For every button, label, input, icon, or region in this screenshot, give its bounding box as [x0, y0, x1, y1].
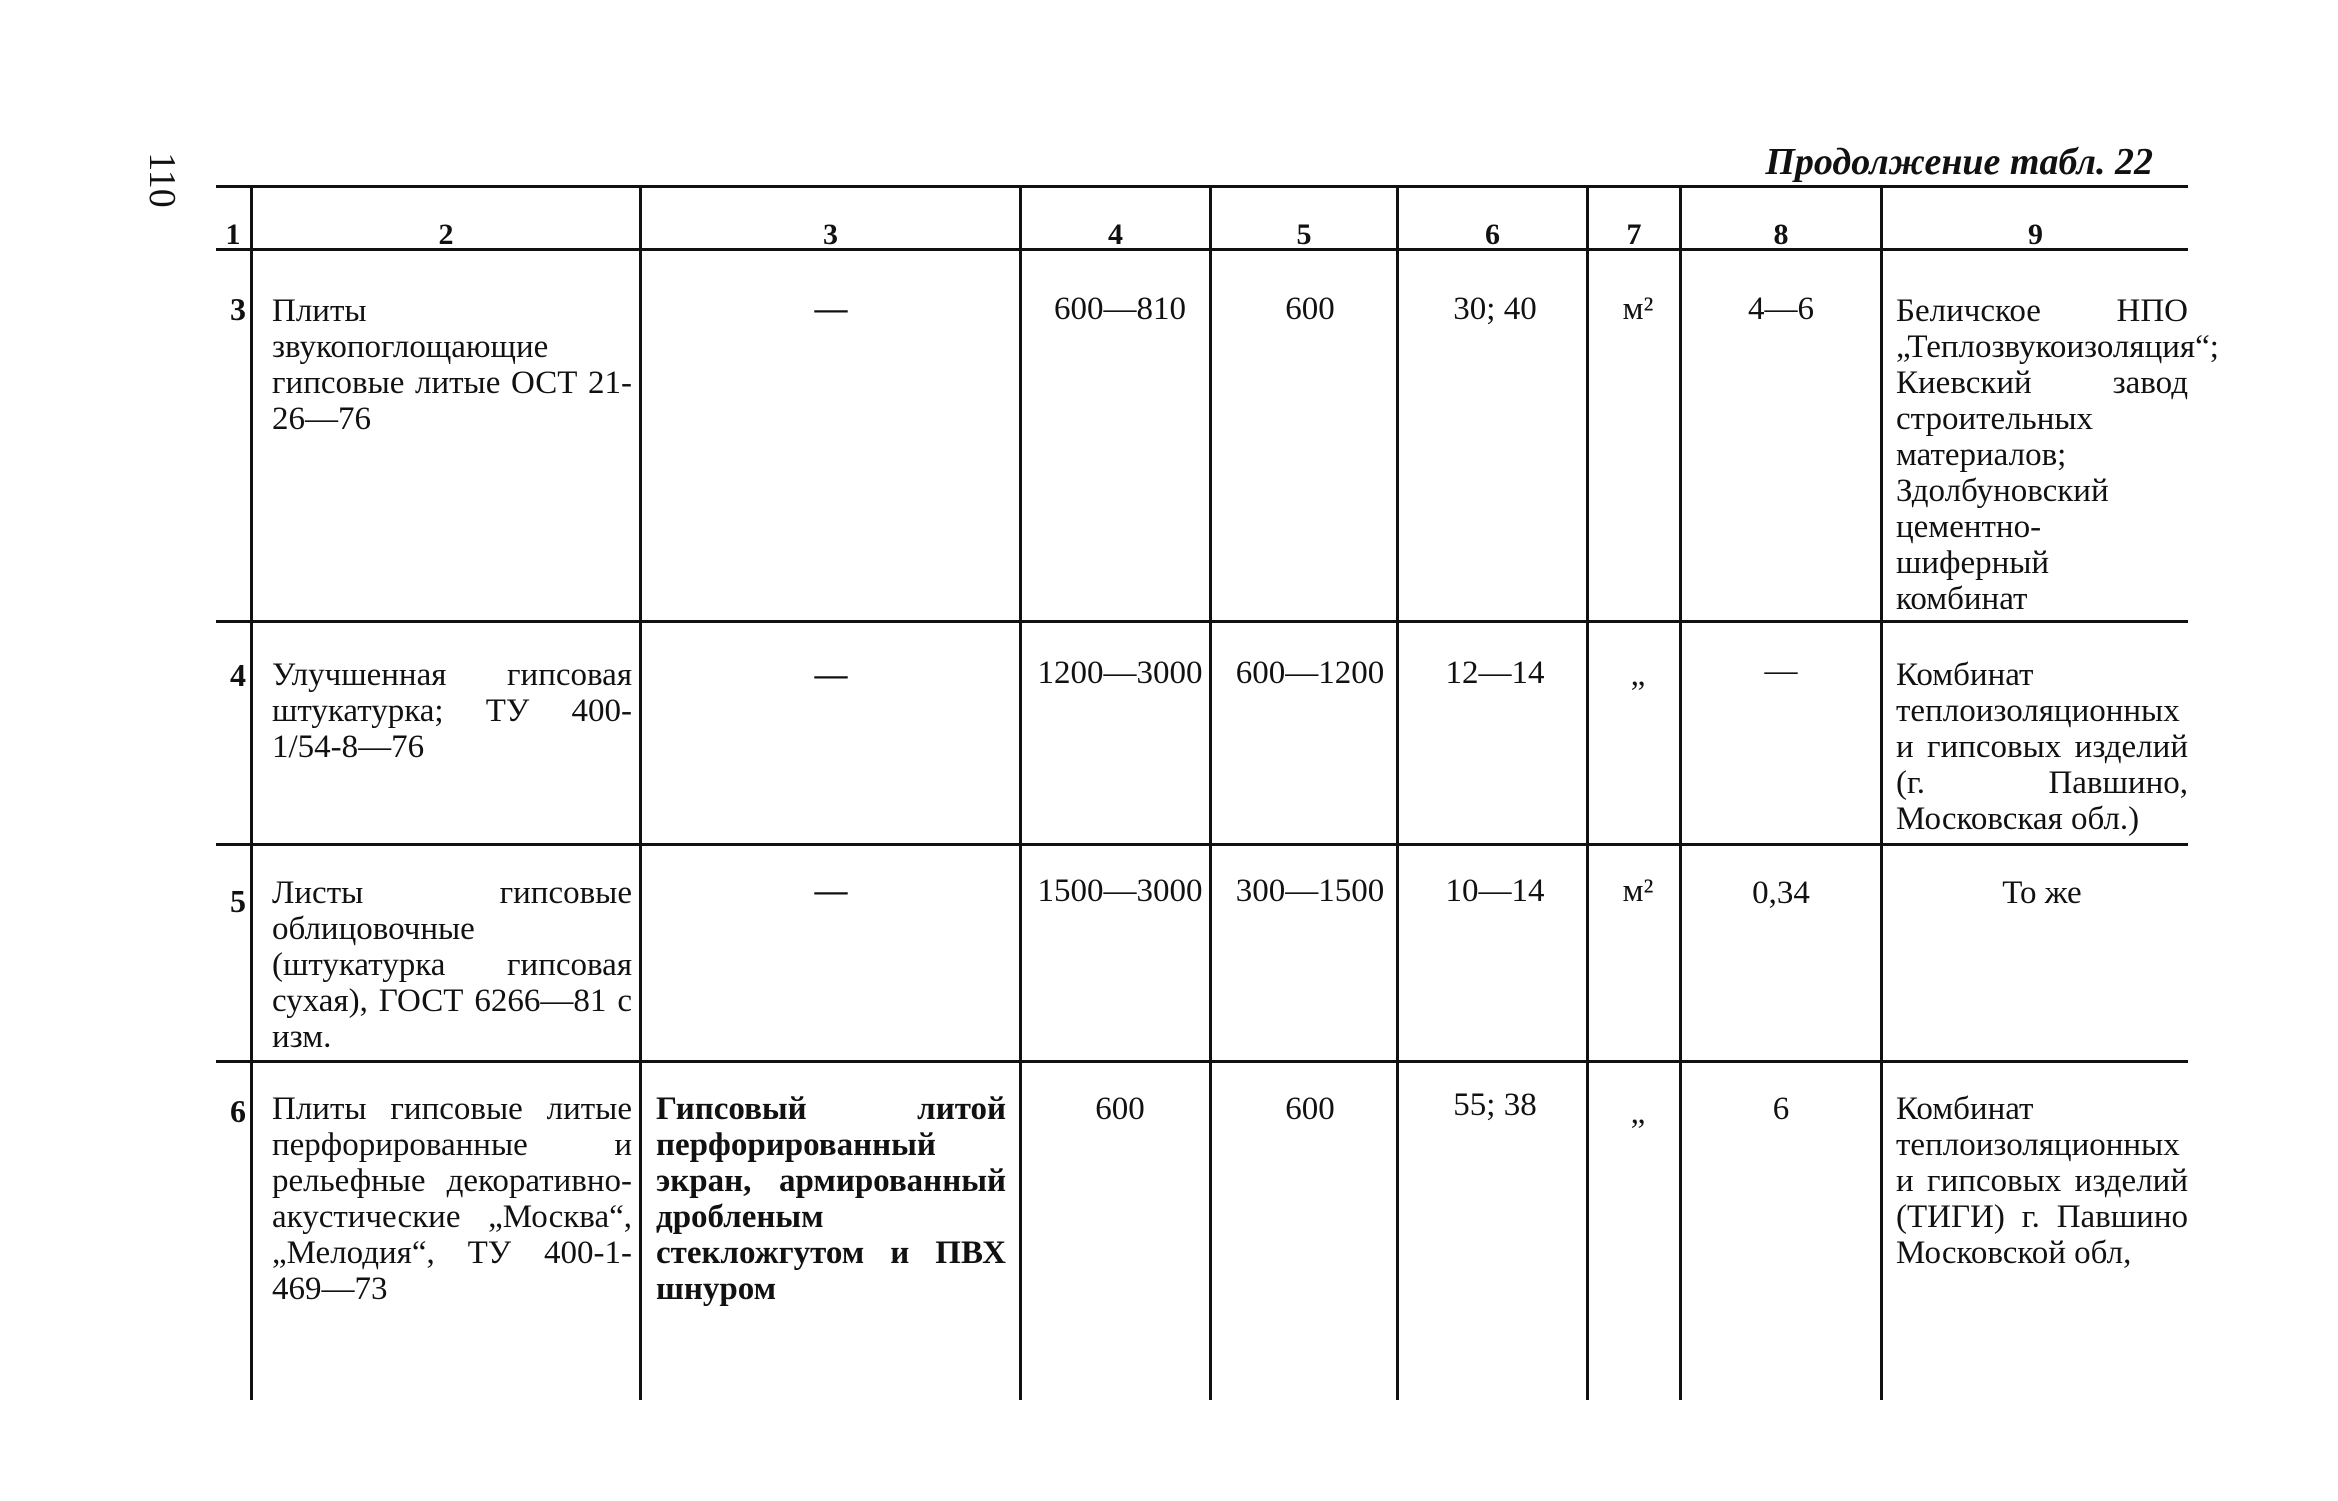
- table-cell: —: [814, 291, 848, 327]
- column-rule: [1019, 185, 1022, 1400]
- table-cell: Комбинат теплоизоляционных и гипсовых изделий (г. Павшино, Московская обл.): [1896, 657, 2188, 837]
- row-number: 5: [230, 883, 246, 919]
- table-cell: Листы гипсовые облицовочные (штукатурка гипсовая сухая), ГОСТ 6266—81 с изм.: [272, 875, 632, 1055]
- table-cell: 55; 38: [1453, 1087, 1537, 1123]
- page-number: 110: [141, 152, 183, 208]
- table-cell: м²: [1622, 291, 1654, 327]
- column-rule: [1396, 185, 1399, 1400]
- data-table: [216, 185, 2219, 1400]
- row-number: 6: [230, 1093, 246, 1129]
- table-cell: 600: [1095, 1091, 1145, 1127]
- table-cell: 30; 40: [1453, 291, 1537, 327]
- table-cell: Гипсовый литой перфорированный экран, армированный дробленым стекложгутом и ПВХ шнуром: [656, 1091, 1006, 1307]
- table-cell: 4—6: [1748, 291, 1814, 327]
- table-cell: То же: [2002, 875, 2082, 911]
- table-cell: 6: [1772, 1091, 1790, 1127]
- table-cell: 300—1500: [1235, 873, 1385, 909]
- table-cell: Плиты гипсовые литые перфорированные и рельефные декоративно-акустические „Москва“, „Мелодия“, ТУ 400-1-469—73: [272, 1091, 632, 1307]
- row-number: 4: [230, 657, 246, 693]
- table-cell: 1200—3000: [1037, 655, 1203, 691]
- table-cell: Улучшенная гипсовая штукатурка; ТУ 400-1/54-8—76: [272, 657, 632, 765]
- header-cell: 6: [1485, 218, 1500, 251]
- table-cell: —: [814, 873, 848, 909]
- header-cell: 7: [1626, 218, 1642, 251]
- row-separator: [216, 1060, 2188, 1063]
- table-cell: Беличское НПО „Теплозвукоизоляция“; Киевский завод строительных материалов; Здолбуновский цементно-шиферный комбинат: [1896, 293, 2219, 617]
- table-cell: 600: [1285, 1091, 1335, 1127]
- table-cell: —: [814, 657, 848, 693]
- table-cell: „: [1630, 1095, 1646, 1131]
- column-rule: [1679, 185, 1682, 1400]
- header-cell: 1: [225, 218, 241, 251]
- table-top-rule: [216, 185, 2188, 188]
- row-number: 3: [230, 291, 246, 327]
- header-cell: 5: [1296, 218, 1312, 251]
- column-rule: [639, 185, 642, 1400]
- table-cell: Плиты звукопоглощающие гипсовые литые ОСТ 21-26—76: [272, 293, 632, 437]
- header-cell: 9: [2028, 218, 2043, 251]
- table-cell: 1500—3000: [1037, 873, 1203, 909]
- column-rule: [1209, 185, 1212, 1400]
- table-caption: Продолжение табл. 22: [1765, 141, 2153, 183]
- table-cell: м²: [1622, 873, 1654, 909]
- table-cell: 600—810: [1054, 291, 1186, 327]
- column-rule: [1586, 185, 1589, 1400]
- table-cell: —: [1764, 653, 1798, 689]
- column-rule: [250, 185, 253, 1400]
- table-cell: 0,34: [1752, 875, 1810, 911]
- table-cell: 12—14: [1445, 655, 1545, 691]
- table-cell: Комбинат теплоизоляционных и гипсовых изделий (ТИГИ) г. Павшино Московской обл,: [1896, 1091, 2188, 1271]
- header-cell: 2: [438, 218, 454, 251]
- column-rule: [1880, 185, 1883, 1400]
- table-cell: 600: [1285, 291, 1335, 327]
- table-cell: 10—14: [1445, 873, 1545, 909]
- table-cell: „: [1630, 657, 1646, 693]
- row-separator: [216, 843, 2188, 846]
- header-cell: 8: [1773, 218, 1789, 251]
- row-separator: [216, 620, 2188, 623]
- header-cell: 3: [823, 218, 838, 251]
- table-cell: 600—1200: [1235, 655, 1385, 691]
- header-cell: 4: [1108, 218, 1123, 251]
